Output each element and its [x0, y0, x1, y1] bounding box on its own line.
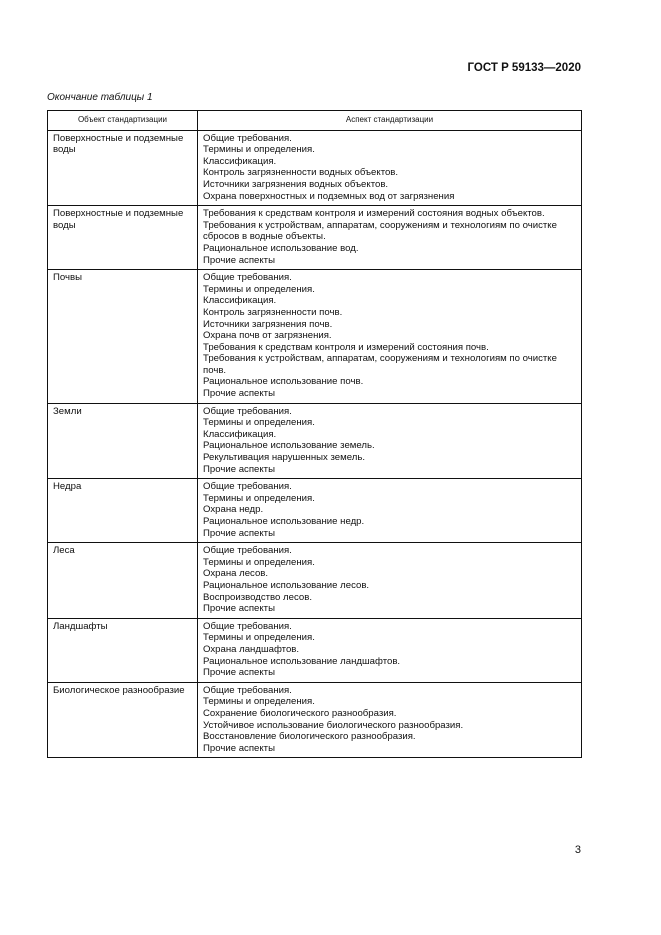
- aspect-item: Классификация.: [203, 155, 277, 167]
- table-row: [48, 206, 582, 270]
- aspect-item: Рациональное использование недр.: [203, 516, 365, 527]
- table-row: [48, 682, 582, 758]
- aspect-item: Термины и определения.: [203, 417, 315, 429]
- aspect-cell: [198, 206, 582, 270]
- object-cell: Почвы: [48, 270, 198, 404]
- aspect-item: Прочие аспекты: [203, 667, 275, 679]
- object-cell: Поверхностные и подземные воды: [48, 130, 198, 206]
- column-header-object: Объект стандартизации: [48, 111, 198, 131]
- aspect-item: Прочие аспекты: [203, 527, 275, 539]
- object-cell: Недра: [48, 479, 198, 543]
- aspect-item: Термины и определения.: [203, 283, 315, 295]
- aspect-item: Сохранение биологического разнообразия.: [203, 707, 397, 719]
- aspect-item: Термины и определения.: [203, 632, 315, 644]
- aspect-item: Охрана лесов.: [203, 568, 269, 580]
- standardization-table: [47, 110, 582, 758]
- aspect-cell: [198, 479, 582, 543]
- aspect-item: Восстановление биологического разнообразия.: [203, 731, 416, 743]
- aspect-cell: [198, 618, 582, 682]
- aspect-item: Охрана почв от загрязнения.: [203, 330, 332, 342]
- aspect-item: Требования к средствам контроля и измерений состояния почв.: [203, 341, 489, 353]
- aspect-item: Охрана ландшафтов.: [203, 643, 300, 655]
- aspect-cell: [198, 130, 582, 206]
- aspect-cell: [198, 682, 582, 758]
- aspect-item: Источники загрязнения почв.: [203, 318, 333, 330]
- aspect-item: Термины и определения.: [203, 556, 315, 568]
- aspect-item: Общие требования.: [203, 405, 292, 417]
- aspect-item: Общие требования.: [203, 620, 292, 632]
- aspect-item: Охрана поверхностных и подземных вод от загрязнения: [203, 190, 455, 202]
- object-cell: Биологическое разнообразие: [48, 682, 198, 758]
- aspect-item: Контроль загрязненности почв.: [203, 306, 343, 318]
- table-row: [48, 130, 582, 206]
- object-cell: Леса: [48, 543, 198, 619]
- aspect-cell: [198, 403, 582, 479]
- aspect-item: Классификация.: [203, 428, 277, 440]
- aspect-item: Рациональное использование ландшафтов.: [203, 655, 401, 667]
- table-row: [48, 618, 582, 682]
- aspect-cell: [198, 543, 582, 619]
- aspect-item: Термины и определения.: [203, 492, 315, 504]
- object-cell: Земли: [48, 403, 198, 479]
- aspect-item: Рекультивация нарушенных земель.: [203, 452, 365, 464]
- document-code: ГОСТ Р 59133—2020: [467, 62, 581, 74]
- aspect-item: Общие требования.: [203, 684, 292, 696]
- table-row: [48, 479, 582, 543]
- aspect-item: Рациональное использование лесов.: [203, 579, 370, 591]
- aspect-item: Рациональное использование земель.: [203, 440, 375, 452]
- table-header-row: [48, 111, 582, 131]
- aspect-item: Общие требования.: [203, 272, 292, 284]
- aspect-item: Устойчивое использование биологического разнообразия.: [203, 719, 464, 731]
- aspect-item: Термины и определения.: [203, 696, 315, 708]
- aspect-item: Общие требования.: [203, 132, 292, 144]
- table-row: [48, 543, 582, 619]
- aspect-item: Рациональное использование почв.: [203, 376, 364, 388]
- table-row: [48, 403, 582, 479]
- object-cell: Поверхностные и подземные воды: [48, 206, 198, 270]
- aspect-item: Источники загрязнения водных объектов.: [203, 178, 389, 190]
- aspect-item: Требования к устройствам, аппаратам, сооружениям и технологиям по очистке почв.: [203, 353, 557, 376]
- table-row: [48, 270, 582, 404]
- aspect-item: Прочие аспекты: [203, 388, 275, 400]
- page-number: 3: [574, 844, 581, 856]
- object-cell: Ландшафты: [48, 618, 198, 682]
- table-caption: Окончание таблицы 1: [47, 92, 153, 103]
- aspect-item: Общие требования.: [203, 545, 292, 557]
- aspect-item: Требования к средствам контроля и измерений состояния водных объектов.: [203, 208, 545, 220]
- aspect-item: Прочие аспекты: [203, 463, 275, 475]
- aspect-item: Прочие аспекты: [203, 742, 275, 754]
- column-header-aspect: Аспект стандартизации: [198, 111, 582, 131]
- aspect-item: Прочие аспекты: [203, 254, 275, 266]
- aspect-item: Классификация.: [203, 295, 277, 307]
- aspect-item: Прочие аспекты: [203, 603, 275, 615]
- aspect-item: Общие требования.: [203, 481, 292, 493]
- aspect-item: Рациональное использование вод.: [203, 242, 359, 254]
- table-body: [48, 130, 582, 758]
- aspect-item: Требования к устройствам, аппаратам, сооружениям и технологиям по очистке сбросов в водные объекты.: [203, 219, 557, 243]
- aspect-cell: [198, 270, 582, 404]
- aspect-item: Воспроизводство лесов.: [203, 591, 312, 603]
- aspect-item: Термины и определения.: [203, 144, 315, 156]
- aspect-item: Охрана недр.: [203, 504, 264, 516]
- aspect-item: Контроль загрязненности водных объектов.: [203, 167, 399, 179]
